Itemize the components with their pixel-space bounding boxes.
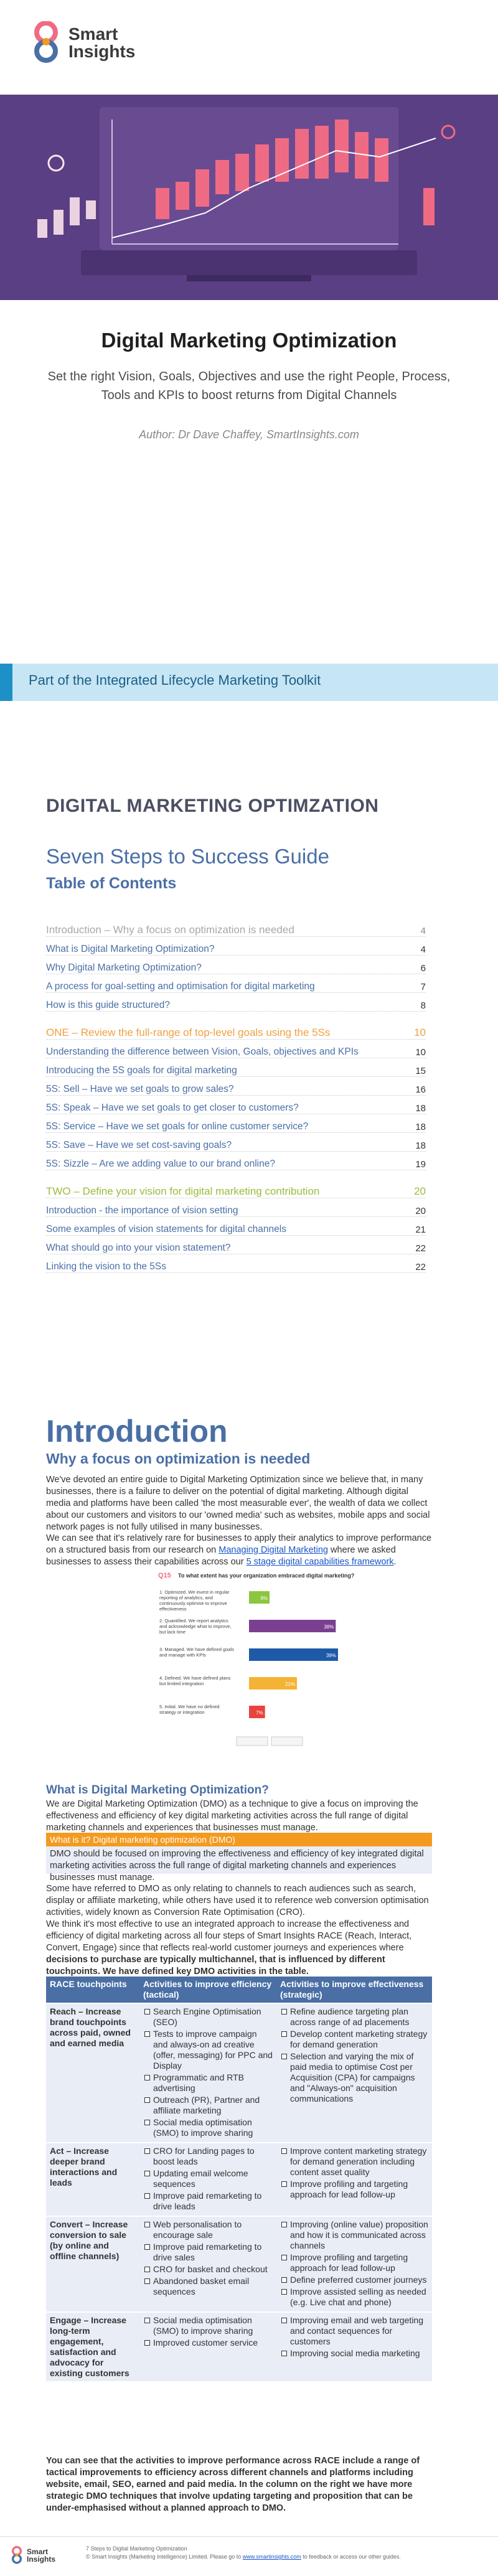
definition-callout-body: DMO should be focused on improving the effectiveness and efficiency of key integrated digital marketing activities across the full range of digital marketing channels and experiences businesses must manage.	[46, 1846, 432, 1874]
toc-entry[interactable]	[46, 1198, 426, 1217]
list-item: Selection and varying the mix of paid media to optimise Cost per Acquisition (CPA) for campaigns and "Always-on" acquisition communications	[290, 2051, 428, 2104]
list-item: Improve content marketing strategy for demand generation including content asset quality	[290, 2146, 428, 2178]
toc-entry[interactable]	[46, 974, 426, 993]
list-item: Improve paid remarketing to drive sales	[153, 2242, 273, 2263]
toc-entry-page: 20	[414, 1185, 426, 1197]
footer-line-2-post: to feedback or access our other guides.	[301, 2554, 401, 2560]
footer-brand-1: Smart	[27, 2547, 49, 2556]
toc-entry-page: 16	[415, 1084, 426, 1095]
toc-section-entry[interactable]	[46, 1012, 426, 1040]
toc-entry-page: 8	[420, 1000, 426, 1011]
toc-entry-label: What should go into your vision statement?	[46, 1243, 231, 1253]
toc-entry-label: 5S: Save – Have we set cost-saving goals?	[46, 1140, 232, 1150]
chart-category-label: but limited integration	[159, 1681, 204, 1686]
list-item: Improving email and web targeting and contact sequences for customers	[290, 2315, 428, 2347]
toc-title: Table of Contents	[46, 875, 177, 892]
toc-entry[interactable]	[46, 956, 426, 974]
chart-category-label: 4. Defined. We have defined plans	[159, 1675, 231, 1681]
list-item: Tests to improve campaign and always-on ad creative (offer, messaging) for PPC and Display	[153, 2029, 273, 2071]
race-strategic-cell	[276, 2312, 432, 2381]
race-touchpoint-cell: Convert – Increase conversion to sale (by online and offline channels)	[46, 2216, 139, 2312]
toc-entry[interactable]	[46, 1133, 426, 1152]
table-row	[46, 2216, 432, 2312]
capability-chart-svg	[156, 1569, 361, 1765]
toc-entry-page: 6	[420, 963, 426, 974]
chart-category-label: 2. Quantified. We report analytics	[159, 1618, 228, 1624]
what-is-dmo-paragraph-3	[46, 1919, 432, 1978]
capabilities-framework-link[interactable]: 5 stage digital capabilities framework	[246, 1557, 394, 1567]
chart-value-label: 9%	[260, 1596, 268, 1601]
list-item: Refine audience targeting plan across range of ad placements	[290, 2006, 428, 2028]
toc-entry-page: 22	[415, 1243, 426, 1254]
what-is-dmo-paragraph: We are Digital Marketing Optimization (DMO) as a technique to give a focus on improving the effectiveness and efficiency of key digital marketing activities across the full range of digital marketing channels and experiences that businesses must manage.	[46, 1799, 418, 1833]
toolkit-band-text: Part of the Integrated Lifecycle Marketing Toolkit	[29, 672, 321, 688]
race-tactical-cell	[139, 2312, 276, 2381]
table-row	[46, 2312, 432, 2381]
chart-value-label: 21%	[284, 1681, 295, 1687]
toc-entry-page: 18	[415, 1103, 426, 1114]
toc-entry-label: 5S: Sizzle – Are we adding value to our brand online?	[46, 1159, 275, 1169]
chart-title: To what extent has your organization embraced digital marketing?	[178, 1572, 355, 1579]
chart-source-badge-2	[271, 1737, 303, 1746]
introduction-heading: Introduction	[46, 1414, 228, 1449]
list-item: Programmatic and RTB advertising	[153, 2072, 273, 2094]
list-item: Web personalisation to encourage sale	[153, 2219, 273, 2240]
toc-entry[interactable]	[46, 1217, 426, 1236]
toc-entry-page: 4	[420, 926, 426, 936]
toc-entry-label: What is Digital Marketing Optimization?	[46, 944, 215, 954]
trend-chart-illustration	[0, 95, 498, 300]
toc-entry[interactable]	[46, 1096, 426, 1114]
intro-paragraph-2-text-b: where we asked businesses to assess their capabilities across our	[46, 1545, 396, 1567]
cover-subtitle: Set the right Vision, Goals, Objectives and use the right People, Process, Tools and KPIs to boost returns from Digital Channels	[47, 370, 451, 402]
toc-section-entry[interactable]	[46, 1170, 426, 1198]
race-table-header-cell: RACE touchpoints	[46, 1977, 139, 2003]
race-strategic-list	[280, 2146, 428, 2200]
smart-insights-logo-icon	[30, 21, 62, 65]
cover-author: Author: Dr Dave Chaffey, SmartInsights.com	[139, 428, 359, 441]
managing-digital-marketing-link[interactable]: Managing Digital Marketing	[218, 1545, 328, 1555]
footer-line-2	[86, 2553, 484, 2561]
race-tactical-cell	[139, 2003, 276, 2143]
race-tactical-list	[143, 2219, 273, 2297]
chart-bar	[249, 1648, 338, 1661]
table-row	[46, 2143, 432, 2216]
race-tactical-list	[143, 2315, 273, 2348]
chart-source-badge-1	[237, 1737, 268, 1746]
toc-entry[interactable]	[46, 1058, 426, 1077]
toc-entry-page: 18	[415, 1140, 426, 1151]
chart-category-label: 5. Initial. We have no defined	[159, 1704, 220, 1709]
race-tactical-list	[143, 2006, 273, 2138]
what-is-dmo-heading: What is Digital Marketing Optimization?	[46, 1784, 269, 1797]
toc-entry-label: A process for goal-setting and optimisation for digital marketing	[46, 981, 315, 992]
race-table-header	[46, 1977, 432, 2003]
footer-website-link[interactable]: www.smartinsights.com	[242, 2554, 301, 2560]
chart-q-number: Q15	[158, 1572, 171, 1579]
chart-category-label: 3. Managed. We have defined goals	[159, 1647, 234, 1652]
intro-paragraph-2	[46, 1533, 432, 1568]
list-item: Social media optimisation (SMO) to improve sharing	[153, 2117, 273, 2138]
race-touchpoint-cell: Engage – Increase long-term engagement, satisfaction and advocacy for existing customers	[46, 2312, 139, 2381]
what-is-dmo-paragraph-2: Some have referred to DMO as only relating to channels to reach audiences such as search, display or affiliate marketing, while others have used it to reference web conversion optimisation activities, widely known as Conversion Rate Optimisation (CRO).	[46, 1884, 429, 1917]
race-activities-table	[46, 1977, 432, 2381]
toc-entry[interactable]	[46, 1254, 426, 1273]
chart-value-label: 38%	[324, 1624, 334, 1630]
hero-illustration	[0, 95, 498, 300]
closing-paragraph: You can see that the activities to improve performance across RACE include a range of tactical improvements to efficiency across different channels and platforms including website, email, SEO, earned and paid media. In the column on the right we have more strategic DMO techniques that involve updating targeting and proposition that can be under-emphasised without a planned approach to DMO.	[46, 2456, 420, 2513]
introduction-subheading: Why a focus on optimization is needed	[46, 1450, 311, 1467]
toc-entry-label: Introduction – Why a focus on optimization is needed	[46, 924, 294, 936]
toc-entry-page: 10	[414, 1027, 426, 1038]
toc-entry[interactable]	[46, 1077, 426, 1096]
toc-entry-label: TWO – Define your vision for digital marketing contribution	[46, 1185, 320, 1197]
toc-entry-label: Why Digital Marketing Optimization?	[46, 962, 202, 973]
table-of-contents	[46, 909, 426, 1273]
intro-paragraph-1: We've devoted an entire guide to Digital Marketing Optimization since we believe that, in many businesses, there is a failure to deliver on the potential of digital marketing. Although digital media and platforms have been called 'the most measurable ever', the wealth of data we collect about our customers and visitors to our 'owned media' such as websites, mobile apps and social network pages is not fully utilised in many businesses.	[46, 1475, 430, 1532]
race-tactical-cell	[139, 2143, 276, 2216]
toc-entry-label: Some examples of vision statements for digital channels	[46, 1224, 286, 1234]
list-item: Improved customer service	[153, 2338, 273, 2348]
toc-entry-label: 5S: Speak – Have we set goals to get closer to customers?	[46, 1102, 299, 1113]
brand-line-2: Insights	[68, 42, 136, 61]
toc-entry[interactable]	[46, 1152, 426, 1170]
toc-entry-label: Introducing the 5S goals for digital marketing	[46, 1065, 237, 1076]
toc-entry-page: 10	[415, 1047, 426, 1058]
toc-entry-label: 5S: Sell – Have we set goals to grow sales?	[46, 1084, 234, 1094]
toc-entry[interactable]	[46, 1114, 426, 1133]
footer-logo-icon	[10, 2545, 24, 2565]
toc-entry-label: Introduction - the importance of vision setting	[46, 1205, 238, 1216]
capability-chart	[156, 1569, 361, 1765]
guide-title: Seven Steps to Success Guide	[46, 845, 329, 868]
race-strategic-cell	[276, 2143, 432, 2216]
toc-entry-label: How is this guide structured?	[46, 1000, 171, 1010]
definition-callout-heading: What is it? Digital marketing optimization (DMO)	[46, 1833, 432, 1846]
toc-entry-label: Understanding the difference between Vision, Goals, objectives and KPIs	[46, 1046, 359, 1057]
paragraph-3-bold: decisions to purchase are typically multichannel, that is influenced by different touchpoints. We have defined key DMO activities in the table.	[46, 1955, 385, 1977]
toolkit-band-strip	[0, 664, 12, 701]
chart-category-label: 1. Optimized. We invest in regular	[159, 1589, 230, 1595]
toc-entry[interactable]	[46, 1040, 426, 1058]
list-item: Updating email welcome sequences	[153, 2168, 273, 2189]
list-item: CRO for basket and checkout	[153, 2264, 273, 2275]
smart-insights-logo	[30, 21, 173, 65]
list-item: Improve assisted selling as needed (e.g. Live chat and phone)	[290, 2287, 428, 2308]
race-strategic-list	[280, 2006, 428, 2104]
race-touchpoint-cell: Reach – Increase brand touchpoints across paid, owned and earned media	[46, 2003, 139, 2143]
chart-category-label: and acknowledge what to improve,	[159, 1624, 232, 1629]
list-item: Abandoned basket email sequences	[153, 2276, 273, 2297]
chart-category-label: but lack time	[159, 1629, 186, 1635]
chart-bar	[249, 1620, 336, 1632]
toc-entry-page: 15	[415, 1066, 426, 1076]
list-item: Outreach (PR), Partner and affiliate marketing	[153, 2095, 273, 2116]
footer-brand-2: Insights	[27, 2555, 56, 2564]
chart-value-label: 39%	[326, 1653, 336, 1658]
cover-title: Digital Marketing Optimization	[101, 329, 397, 352]
toc-entry-page: 19	[415, 1159, 426, 1170]
race-strategic-cell	[276, 2216, 432, 2312]
chart-category-label: and manage with KPIs	[159, 1652, 207, 1658]
chart-category-label: reporting of analytics, and	[159, 1595, 213, 1601]
race-table-header-cell: Activities to improve effectiveness (strategic)	[276, 1977, 432, 2003]
toc-entry-label: ONE – Review the full-range of top-level goals using the 5Ss	[46, 1027, 331, 1038]
toc-entry-label: Linking the vision to the 5Ss	[46, 1261, 167, 1272]
race-touchpoint-cell: Act – Increase deeper brand interactions and leads	[46, 2143, 139, 2216]
toc-entry-page: 4	[420, 944, 426, 955]
chart-value-label: 7%	[256, 1710, 263, 1716]
footer-line-2-pre: © Smart Insights (Marketing Intelligence) Limited. Please go to	[86, 2554, 243, 2560]
chart-category-label: strategy or integration	[159, 1709, 205, 1715]
intro-paragraph-2-text-a: We can see that it's relatively rare for businesses to apply their analytics to improve performance on a structured basis from our research on	[46, 1533, 432, 1555]
list-item: CRO for Landing pages to boost leads	[153, 2146, 273, 2167]
toc-entry[interactable]	[46, 1236, 426, 1254]
race-strategic-list	[280, 2315, 428, 2359]
race-strategic-list	[280, 2219, 428, 2308]
list-item: Improve paid remarketing to drive leads	[153, 2191, 273, 2212]
chart-category-label: continuously optimise to improve	[159, 1601, 227, 1606]
toc-entry-page: 21	[415, 1225, 426, 1235]
toc-entry-label: 5S: Service – Have we set goals for online customer service?	[46, 1121, 309, 1132]
toc-entry-page: 18	[415, 1122, 426, 1132]
footer-line-1: 7 Steps to Digital Marketing Optimization	[86, 2545, 187, 2552]
race-table-header-cell: Activities to improve efficiency (tactical)	[139, 1977, 276, 2003]
footer-divider	[0, 2536, 498, 2537]
race-table-wrapper	[46, 1977, 432, 2381]
intro-paragraph-2-text-c: .	[393, 1557, 397, 1567]
list-item: Develop content marketing strategy for demand generation	[290, 2029, 428, 2049]
footer-logo	[10, 2541, 78, 2570]
race-tactical-list	[143, 2146, 273, 2212]
footer-text	[86, 2545, 484, 2561]
toc-entry[interactable]	[46, 993, 426, 1012]
list-item: Improving social media marketing	[290, 2348, 428, 2359]
chart-category-label: effectiveness	[159, 1606, 187, 1612]
list-item: Improve profiling and targeting approach for lead follow-up	[290, 2179, 428, 2200]
list-item: Improve profiling and targeting approach for lead follow-up	[290, 2252, 428, 2273]
toc-entry-page: 7	[420, 982, 426, 992]
list-item: Improving (online value) proposition and how it is communicated across channels	[290, 2219, 428, 2250]
list-item: Define preferred customer journeys	[290, 2275, 428, 2285]
toc-entry[interactable]	[46, 937, 426, 956]
document-heading: DIGITAL MARKETING OPTIMZATION	[46, 796, 379, 816]
table-row	[46, 2003, 432, 2143]
toc-entry-page: 20	[415, 1206, 426, 1216]
race-tactical-cell	[139, 2216, 276, 2312]
paragraph-3-text: We think it's most effective to use an integrated approach to increase the effectiveness and efficiency of digital marketing across all four steps of Smart Insights RACE (Reach, Interact, Convert, Engage) since that reflects real-world customer journeys and experiences where	[46, 1919, 412, 1953]
brand-line-1: Smart	[68, 24, 118, 44]
list-item: Social media optimisation (SMO) to improve sharing	[153, 2315, 273, 2336]
race-strategic-cell	[276, 2003, 432, 2143]
toc-entry-page: 22	[415, 1262, 426, 1272]
toc-section-entry[interactable]	[46, 909, 426, 937]
list-item: Search Engine Optimisation (SEO)	[153, 2006, 273, 2028]
